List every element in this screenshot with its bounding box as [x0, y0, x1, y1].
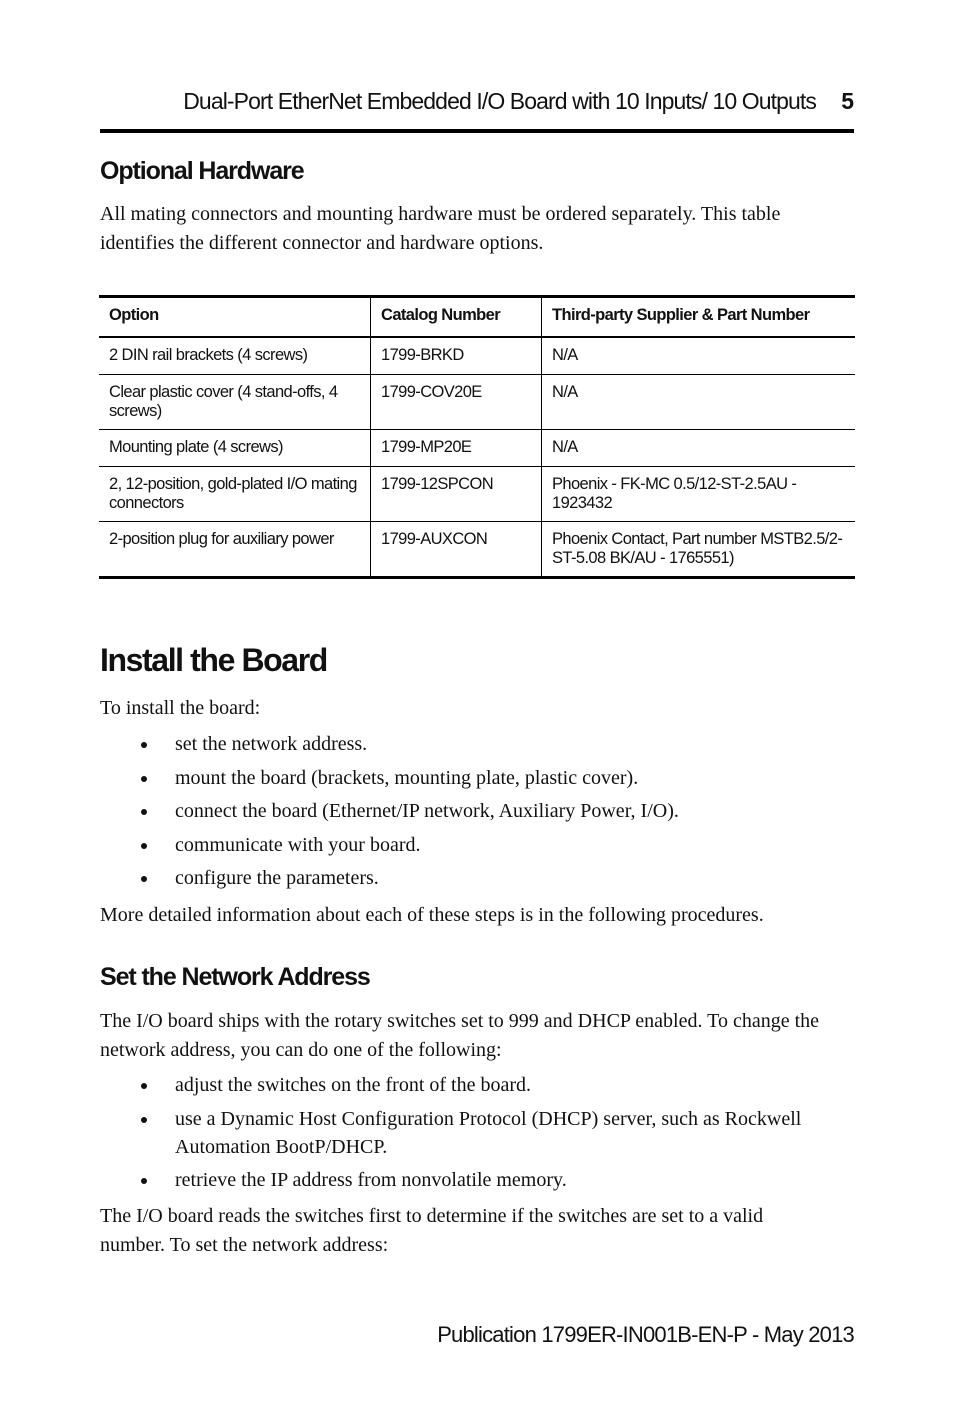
cell-catalog-number: 1799-12SPCON — [371, 467, 542, 522]
cell-supplier: N/A — [542, 375, 856, 430]
cell-supplier: N/A — [542, 430, 856, 467]
cell-catalog-number: 1799-MP20E — [371, 430, 542, 467]
cell-option: Mounting plate (4 screws) — [109, 438, 283, 456]
bullet-icon — [141, 809, 147, 815]
column-header-option: Option — [109, 306, 159, 324]
cell-option: 2 DIN rail brackets (4 screws) — [109, 346, 308, 364]
hardware-options-table — [99, 295, 855, 579]
bullet-icon — [141, 1117, 147, 1123]
bullet-icon — [141, 1178, 147, 1184]
table-row — [99, 467, 855, 522]
list-item-text: connect the board (Ethernet/IP network, Auxiliary Power, I/O). — [175, 800, 679, 822]
cell-catalog-number: 1799-BRKD — [371, 337, 542, 375]
install-steps-list — [100, 730, 860, 898]
table-row — [99, 375, 855, 430]
list-item — [100, 864, 860, 892]
list-item-text: adjust the switches on the front of the board. — [175, 1074, 532, 1096]
list-item — [100, 764, 860, 792]
network-address-heading: Set the Network Address — [100, 963, 370, 991]
page-number: 5 — [841, 88, 854, 114]
optional-hardware-heading: Optional Hardware — [100, 157, 304, 185]
list-item-text: mount the board (brackets, mounting plate, plastic cover). — [175, 766, 639, 789]
publication-footer: Publication 1799ER-IN001B-EN-P - May 2013 — [437, 1322, 854, 1347]
cell-option: 2-position plug for auxiliary power — [109, 530, 334, 548]
bullet-icon — [141, 742, 147, 748]
install-intro: To install the board: — [100, 697, 261, 719]
list-item — [100, 797, 860, 825]
cell-catalog-number: 1799-AUXCON — [371, 522, 542, 578]
list-item — [100, 1105, 860, 1161]
cell-supplier: N/A — [542, 337, 856, 375]
list-item — [100, 831, 860, 859]
table-row — [99, 522, 855, 578]
list-item-text: set the network address. — [175, 733, 368, 755]
cell-option: 2, 12-position, gold-plated I/O mating connectors — [109, 475, 357, 512]
list-item — [100, 1166, 860, 1194]
list-item-text: configure the parameters. — [175, 867, 379, 889]
list-item — [100, 1071, 860, 1099]
header-rule — [100, 129, 854, 133]
column-header-third-party-supplier: Third-party Supplier & Part Number — [542, 297, 856, 338]
list-item-text: retrieve the IP address from nonvolatile memory. — [175, 1169, 567, 1191]
bullet-icon — [141, 1083, 147, 1089]
running-header-title: Dual-Port EtherNet Embedded I/O Board with 10 Inputs/ 10 Outputs — [183, 88, 816, 114]
optional-hardware-intro: All mating connectors and mounting hardware must be ordered separately. This table identifies the different connector and hardware options. — [100, 203, 781, 254]
cell-supplier: Phoenix - FK-MC 0.5/12-ST-2.5AU - 1923432 — [542, 467, 856, 522]
install-outro: More detailed information about each of these steps is in the following procedures. — [100, 904, 764, 926]
column-header-catalog-number: Catalog Number — [371, 297, 542, 338]
table-row — [99, 337, 855, 375]
table-header-row — [99, 297, 855, 338]
bullet-icon — [141, 776, 147, 782]
cell-catalog-number: 1799-COV20E — [371, 375, 542, 430]
network-outro: The I/O board reads the switches first to determine if the switches are set to a valid number. To set the network address: — [100, 1205, 764, 1256]
list-item-text: communicate with your board. — [175, 833, 421, 856]
cell-option: Clear plastic cover (4 stand-offs, 4 screws) — [109, 383, 338, 420]
list-item-text: use a Dynamic Host Configuration Protocol (DHCP) server, such as Rockwell Automation BootP/DHCP. — [175, 1107, 802, 1158]
network-intro: The I/O board ships with the rotary switches set to 999 and DHCP enabled. To change the network address, you can do one of the following: — [100, 1010, 820, 1061]
install-board-heading: Install the Board — [100, 642, 327, 678]
network-options-list — [100, 1071, 860, 1200]
list-item — [100, 730, 860, 758]
cell-supplier: Phoenix Contact, Part number MSTB2.5/2-ST-5.08 BK/AU - 1765551) — [542, 522, 856, 578]
table-row — [99, 430, 855, 467]
bullet-icon — [141, 843, 147, 849]
bullet-icon — [141, 876, 147, 882]
